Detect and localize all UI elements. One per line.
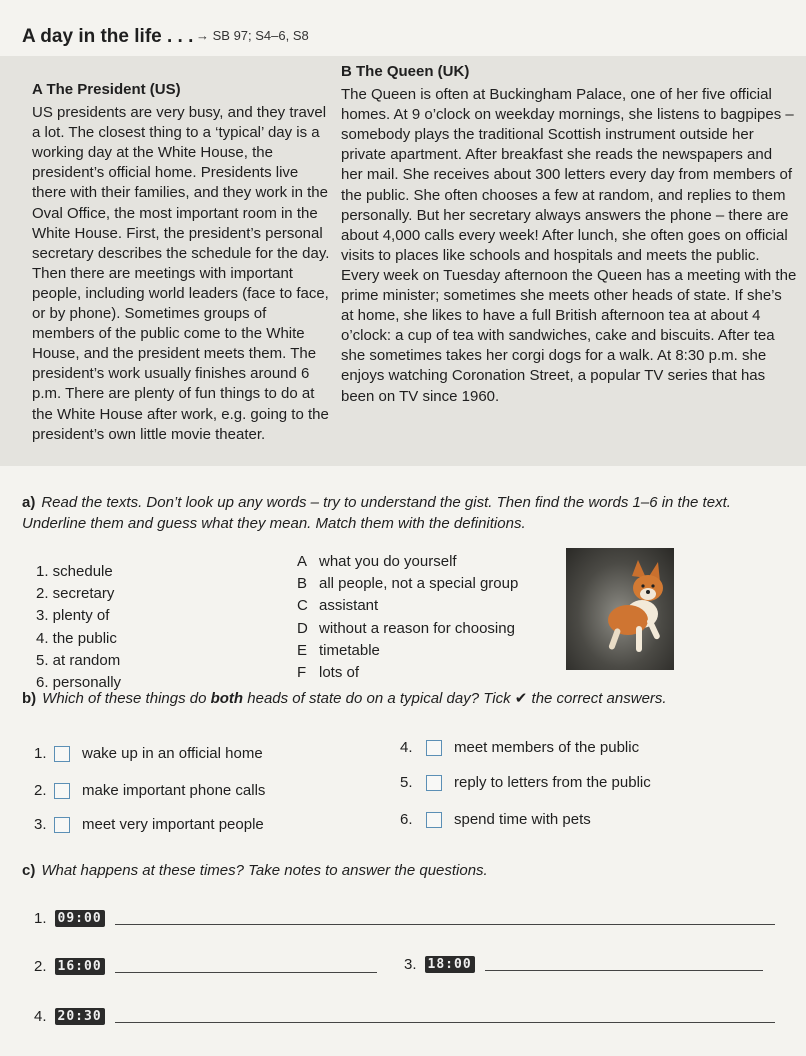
definition-item: C assistant — [297, 597, 379, 615]
exercise-c-label: c) — [22, 862, 36, 879]
tick-item-6: 6. spend time with pets — [400, 811, 591, 828]
word-item: 5. at random — [36, 651, 121, 669]
definition-item: B all people, not a special group — [297, 575, 519, 593]
word-item: 1. schedule — [36, 563, 113, 580]
student-book-reference: → SB 97; S4–6, S8 — [196, 28, 309, 43]
exercise-c-instruction: c) What happens at these times? Take notes to answer the questions. — [22, 862, 488, 879]
tick-item-5: 5. reply to letters from the public — [400, 774, 651, 791]
exercise-a-text: Read the texts. Don’t look up any words – try to understand the gist. Then find the words 1–6 in the text. Underline them and guess what they mean. Match them with the definitions. — [22, 494, 731, 532]
time-question-1: 1. 09:00 — [34, 910, 775, 927]
text-a-heading: A The President (US) — [32, 81, 181, 98]
corgi-icon — [566, 548, 674, 670]
answer-line[interactable] — [485, 970, 763, 971]
word-item: 4. the public — [36, 629, 117, 647]
definition-item: A what you do yourself — [297, 553, 457, 570]
exercise-a-label: a) — [22, 494, 36, 511]
time-question-3: 3. 18:00 — [404, 956, 763, 973]
tick-item-label: spend time with pets — [454, 811, 591, 828]
answer-line[interactable] — [115, 1022, 775, 1023]
definition-item: E timetable — [297, 641, 380, 659]
tick-item-label: reply to letters from the public — [454, 774, 651, 791]
word-item: 6. personally — [36, 674, 122, 692]
time-question-4: 4. 20:30 — [34, 1008, 775, 1025]
tick-box[interactable] — [426, 740, 442, 756]
tick-box[interactable] — [54, 817, 70, 833]
page-title: A day in the life . . . — [22, 26, 194, 47]
text-b-body: The Queen is often at Buckingham Palace, one of her five official homes. At 9 o’clock on weekday mornings, she listens to bagpipes – somebody plays the traditional Scottish instrument outside her private apartment. After breakfast she reads the newspapers and her mail. She receives about 300 letters every day from members of the public. She often chooses a few at random, and replies to them personally. But her secretary always answers the phone – there are about 4,000 calls every week! After lunch, she often goes on official visits to places like schools and hospitals and meets the public. Every week on Tuesday afternoon the Queen has a meeting with the prime minister; sometimes she meets other heads of state. If she’s at home, she likes to have a full British afternoon tea at about 4 o’clock: a cup of tea with sandwiches, cake and biscuits. After tea she sometimes takes her corgi dogs for a walk. At 8:30 p.m. she enjoys watching Coronation Street, a popular TV series that has been on TV since 1960. — [341, 86, 797, 405]
tick-box[interactable] — [54, 783, 70, 799]
tick-item-3: 3. meet very important people — [34, 816, 264, 833]
corgi-photo — [566, 548, 674, 670]
answer-line[interactable] — [115, 924, 775, 925]
exercise-b-label: b) — [22, 690, 37, 707]
tick-box[interactable] — [426, 812, 442, 828]
text-b-queen — [341, 62, 797, 407]
answer-line[interactable] — [115, 972, 377, 973]
tick-box[interactable] — [54, 746, 70, 762]
tick-item-label: meet very important people — [82, 816, 264, 833]
exercise-a-instruction — [22, 492, 782, 534]
text-a-president — [32, 80, 332, 445]
digital-clock: 20:30 — [55, 1008, 105, 1025]
time-question-2: 2. 16:00 — [34, 958, 377, 975]
tick-item-label: wake up in an official home — [82, 745, 263, 762]
tick-item-label: meet members of the public — [454, 739, 640, 756]
tick-item-2: 2. make important phone calls — [34, 782, 266, 799]
definition-item: F lots of — [297, 664, 360, 682]
definition-item: D without a reason for choosing — [297, 619, 515, 637]
exercise-b-instruction: b) Which of these things do both heads of state do on a typical day? Tick ✔ the correct answers. — [22, 690, 667, 707]
digital-clock: 09:00 — [55, 910, 105, 927]
digital-clock: 18:00 — [425, 956, 475, 973]
word-item: 3. plenty of — [36, 607, 110, 625]
word-item: 2. secretary — [36, 585, 115, 603]
text-b-heading: B The Queen (UK) — [341, 63, 470, 80]
definition-list — [297, 551, 557, 684]
tick-item-label: make important phone calls — [82, 782, 266, 799]
tick-item-1: 1. wake up in an official home — [34, 745, 263, 762]
digital-clock: 16:00 — [55, 958, 105, 975]
text-a-body: US presidents are very busy, and they travel a lot. The closest thing to a ‘typical’ day is a working day at the White House, the president’s official home. Presidents live there with their families, and they work in the Oval Office, the most important room in the White House. First, the president’s personal secretary describes the schedule for the day. Then there are meetings with important people, including world leaders (face to face, or by phone). Sometimes groups of members of the public come to the White House, and the president meets them. The president’s work usually finishes around 6 p.m. There are plenty of fun things to do at the White House after work, e.g. going to the president’s own little movie theater. — [32, 104, 330, 443]
tick-box[interactable] — [426, 775, 442, 791]
tick-item-4: 4. meet members of the public — [400, 739, 640, 756]
word-list — [36, 561, 286, 694]
